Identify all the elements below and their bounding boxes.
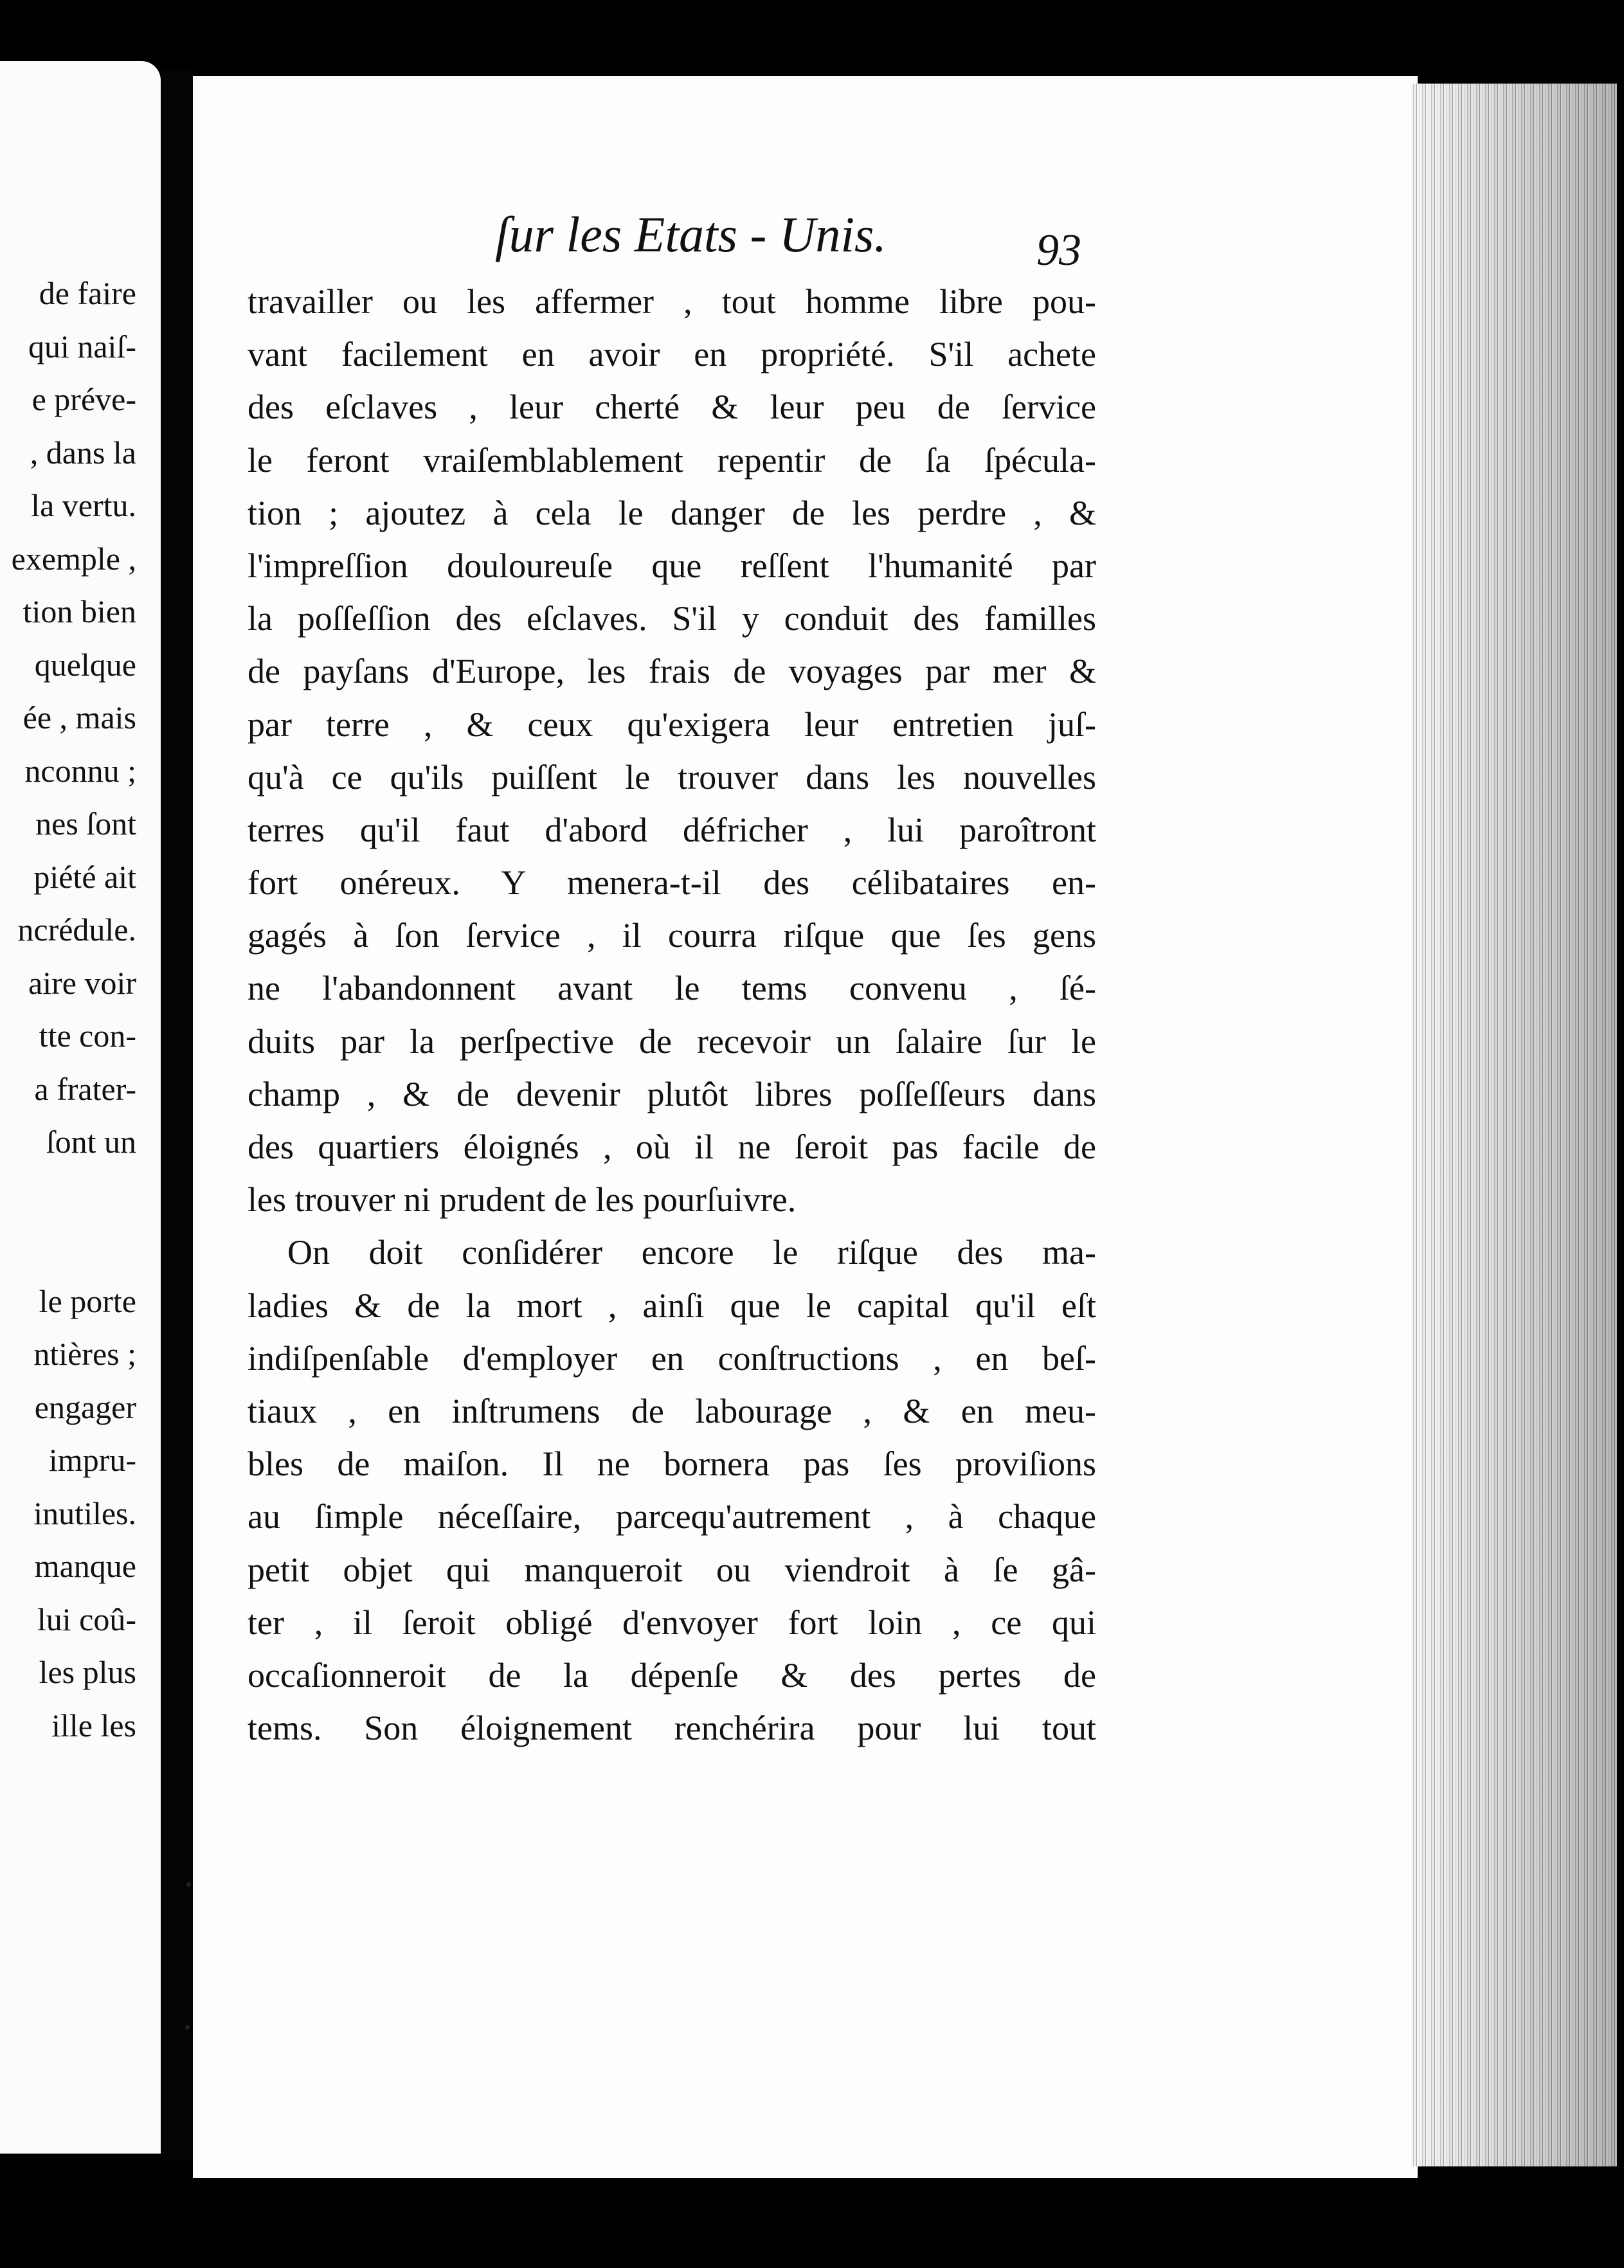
left-page-line: les plus <box>39 1654 136 1690</box>
text-line: de payſans d'Europe, les frais de voyages par mer & <box>248 652 1096 691</box>
left-page-line: exemple , <box>11 540 136 577</box>
left-page-line: le porte <box>39 1282 136 1319</box>
running-title: ſur les Etats - Unis. <box>495 206 887 262</box>
left-page-line: engager <box>34 1389 136 1425</box>
text-line: gagés à ſon ſervice , il courra riſque que ſes gens <box>248 916 1096 955</box>
speck-mark <box>186 1882 191 1887</box>
left-page-line: quelque <box>34 646 136 683</box>
left-page-line: ſont un <box>46 1124 136 1160</box>
speck-mark <box>185 2025 190 2030</box>
text-line: tion ; ajoutez à cela le danger de les perdre , & <box>248 493 1096 532</box>
page-number: 93 <box>1036 226 1081 275</box>
text-line: travailler ou les affermer , tout homme libre pou- <box>248 282 1096 321</box>
text-line: par terre , & ceux qu'exigera leur entretien juſ- <box>248 705 1096 744</box>
text-line: fort onéreux. Y menera-t-il des célibataires en- <box>248 863 1096 903</box>
text-line: vant facilement en avoir en propriété. S'il achete <box>248 335 1096 374</box>
left-page-line: piété ait <box>33 858 136 895</box>
text-line: des eſclaves , leur cherté & leur peu de ſervice <box>248 388 1096 427</box>
left-page-line: lui coû- <box>37 1601 136 1637</box>
page-fore-edge <box>1411 84 1617 2166</box>
left-page-line: aire voir <box>28 964 136 1001</box>
left-page-line: , dans la <box>30 434 136 471</box>
left-page-line: a frater- <box>34 1070 136 1107</box>
text-line: les trouver ni prudent de les pourſuivre. <box>248 1180 797 1220</box>
left-page-line: manque <box>34 1548 136 1584</box>
text-line: ladies & de la mort , ainſi que le capital qu'il eſt <box>248 1286 1096 1325</box>
left-page-line: nes ſont <box>35 806 136 842</box>
text-line: ne l'abandonnent avant le tems convenu , ſé- <box>248 969 1096 1008</box>
left-page-line: qui naiſ- <box>28 328 136 364</box>
left-page-line: ille les <box>51 1707 136 1743</box>
left-page-line: tion bien <box>23 593 136 629</box>
text-line: le feront vraiſemblablement repentir de ſa ſpécula- <box>248 440 1096 480</box>
left-facing-page <box>0 61 161 2154</box>
text-line: au ſimple néceſſaire, parcequ'autrement , à chaque <box>248 1497 1096 1536</box>
text-line: ter , il ſeroit obligé d'envoyer fort loin , ce qui <box>248 1603 1096 1642</box>
left-page-line: de faire <box>39 275 136 311</box>
text-line: champ , & de devenir plutôt libres poſſeſſeurs dans <box>248 1074 1096 1113</box>
text-line: petit objet qui manqueroit ou viendroit à ſe gâ- <box>248 1550 1096 1589</box>
text-line: bles de maiſon. Il ne bornera pas ſes proviſions <box>248 1444 1096 1484</box>
text-line: tiaux , en inſtrumens de labourage , & en meu- <box>248 1391 1096 1430</box>
text-line: des quartiers éloignés , où il ne ſeroit pas facile de <box>248 1128 1096 1166</box>
text-line: la poſſeſſion des eſclaves. S'il y conduit des familles <box>248 599 1096 638</box>
left-page-line: la vertu. <box>31 487 136 523</box>
left-page-line: ncrédule. <box>17 912 136 948</box>
text-line: qu'à ce qu'ils puiſſent le trouver dans les nouvelles <box>248 757 1096 797</box>
left-page-line: ée , mais <box>23 699 136 735</box>
left-page-line: e préve- <box>32 381 136 417</box>
left-page-line: impru- <box>48 1442 136 1478</box>
text-line: tems. Son éloignement renchérira pour lui tout <box>248 1709 1096 1748</box>
left-page-line: inutiles. <box>33 1495 136 1531</box>
text-line: indiſpenſable d'employer en conſtructions , en beſ- <box>248 1338 1096 1378</box>
text-line: l'impreſſion douloureuſe que reſſent l'humanité par <box>248 546 1096 585</box>
left-page-text <box>12 267 136 1752</box>
left-page-line: ntières ; <box>33 1336 136 1372</box>
left-page-line <box>12 1169 136 1275</box>
body-text <box>248 275 1096 1754</box>
text-line: occaſionneroit de la dépenſe & des pertes de <box>248 1655 1096 1695</box>
book-gutter <box>161 71 193 2160</box>
left-page-line: nconnu ; <box>24 752 136 789</box>
text-line: duits par la perſpective de recevoir un ſalaire ſur le <box>248 1022 1096 1061</box>
left-page-line: tte con- <box>39 1018 136 1054</box>
text-line: terres qu'il faut d'abord défricher , lui paroîtront <box>248 810 1096 849</box>
text-line: On doit conſidérer encore le riſque des ma- <box>287 1233 1096 1272</box>
